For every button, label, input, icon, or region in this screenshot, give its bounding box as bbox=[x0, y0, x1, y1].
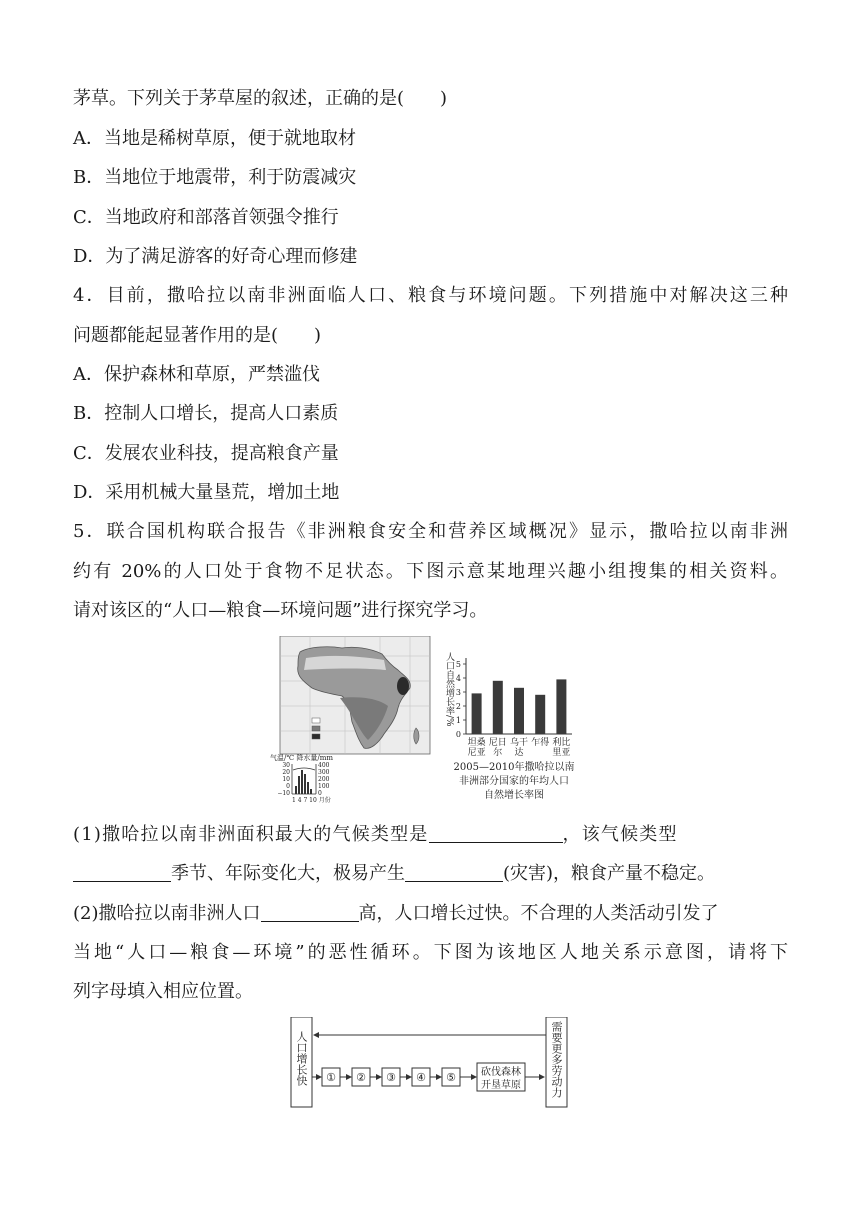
part-2-text: (2)撒哈拉以南非洲人口 bbox=[73, 903, 261, 924]
option-a: A．保护森林和草原，严禁滥伐 bbox=[73, 364, 320, 385]
bar bbox=[514, 688, 524, 734]
bar bbox=[493, 681, 503, 734]
step-label: ② bbox=[356, 1071, 366, 1084]
question-4-line-2: 问题都能起显著作用的是( ) bbox=[73, 325, 322, 346]
bar-chart bbox=[444, 651, 572, 758]
option-c: C．当地政府和部落首领强令推行 bbox=[73, 207, 339, 228]
step-label: ③ bbox=[386, 1071, 396, 1084]
bar bbox=[535, 695, 545, 734]
africa-map bbox=[280, 636, 430, 754]
option-b: B．控制人口增长，提高人口素质 bbox=[73, 403, 339, 424]
part-1-text: (灾害)，粮食产量不稳定。 bbox=[503, 863, 716, 884]
option-d: D．采用机械大量垦荒，增加土地 bbox=[73, 482, 340, 503]
highlight-region bbox=[397, 677, 409, 695]
part-2-line-2: 当地“人口—粮食—环境”的恶性循环。下图为该地区人地关系示意图，请将下 bbox=[73, 942, 788, 963]
x-category-label: 利比 bbox=[552, 738, 571, 748]
temp-tick: 30 bbox=[282, 762, 290, 769]
precip-tick: 200 bbox=[318, 776, 330, 783]
bar-chart-caption-line-2: 非洲部分国家的年均人口 bbox=[459, 776, 569, 787]
bar bbox=[556, 679, 566, 734]
question-5-line-2: 约有 20%的人口处于食物不足状态。下图示意某地理兴趣小组搜集的相关资料。 bbox=[73, 561, 788, 582]
bar bbox=[472, 693, 482, 734]
figure-human-land-cycle bbox=[288, 1017, 570, 1109]
option-d: D．为了满足游客的好奇心理而修建 bbox=[73, 246, 358, 267]
labor-demand-label: 需要更多劳动力 bbox=[550, 1021, 563, 1098]
y-tick-label: 2 bbox=[455, 702, 461, 711]
climate-chart bbox=[270, 753, 333, 804]
population-growth-label: 人口增长快 bbox=[295, 1031, 308, 1086]
precip-tick: 300 bbox=[318, 769, 330, 776]
x-category-label: 坦桑 bbox=[467, 738, 486, 748]
option-b: B．当地位于地震带，利于防震减灾 bbox=[73, 167, 357, 188]
precip-tick: 0 bbox=[318, 790, 322, 797]
part-1-text: ，该气候类型 bbox=[562, 824, 678, 845]
x-category-label: 里亚 bbox=[552, 748, 571, 758]
x-category-label: 尔 bbox=[493, 748, 503, 758]
answer-blank[interactable] bbox=[73, 863, 171, 882]
step-label: ① bbox=[326, 1071, 336, 1084]
part-2-line-1 bbox=[73, 902, 788, 926]
bar-chart-caption-line-3: 自然增长率图 bbox=[484, 790, 544, 801]
part-1-text: 季节、年际变化大，极易产生 bbox=[171, 863, 405, 884]
x-category-label: 乌干 bbox=[509, 738, 529, 748]
climate-axis-label: 气温/℃ 降水量/mm bbox=[270, 754, 334, 762]
bar-chart-caption-line-1: 2005—2010年撒哈拉以南 bbox=[453, 762, 575, 773]
temp-tick: 0 bbox=[286, 783, 290, 790]
question-5-line-3: 请对该区的“人口—粮食—环境问题”进行探究学习。 bbox=[73, 600, 488, 621]
part-1-line-2 bbox=[73, 862, 788, 886]
x-category-label: 尼亚 bbox=[467, 748, 486, 758]
temp-tick: 10 bbox=[282, 776, 290, 783]
figure-2-svg bbox=[288, 1017, 570, 1109]
x-category-label: 尼日 bbox=[488, 738, 507, 748]
months-label: 1 4 7 10 月份 bbox=[292, 797, 331, 804]
x-category-label: 达 bbox=[514, 748, 524, 758]
temp-tick: −10 bbox=[277, 790, 290, 797]
part-1-text: (1)撒哈拉以南非洲面积最大的气候类型是 bbox=[73, 824, 429, 845]
y-tick-label: 4 bbox=[455, 674, 461, 683]
figure-1-svg bbox=[270, 636, 580, 806]
question-5-line-1: 5．联合国机构联合报告《非洲粮食安全和营养区域概况》显示，撒哈拉以南非洲 bbox=[73, 521, 788, 542]
map-legend bbox=[312, 718, 320, 739]
question-4-line-1: 4．目前，撒哈拉以南非洲面临人口、粮食与环境问题。下列措施中对解决这三种 bbox=[73, 285, 788, 306]
y-tick-label: 0 bbox=[455, 730, 461, 739]
y-tick-label: 3 bbox=[455, 688, 461, 697]
option-c: C．发展农业科技，提高粮食产量 bbox=[73, 443, 339, 464]
temp-tick: 20 bbox=[282, 769, 290, 776]
figure-africa-population bbox=[270, 636, 580, 806]
part-2-line-3: 列字母填入相应位置。 bbox=[73, 981, 253, 1002]
y-tick-label: 5 bbox=[455, 660, 461, 669]
y-tick-label: 1 bbox=[455, 716, 461, 725]
part-2-text: 高，人口增长过快。不合理的人类活动引发了 bbox=[358, 903, 719, 924]
deforestation-label: 砍伐森林 bbox=[481, 1067, 521, 1078]
part-1-line-1 bbox=[73, 823, 788, 847]
bar-chart-ylabel: 人口自然增长率/% bbox=[444, 652, 454, 727]
text-line: 茅草。下列关于茅草屋的叙述，正确的是( ) bbox=[73, 88, 448, 109]
x-category-label: 乍得 bbox=[531, 738, 550, 748]
precip-tick: 400 bbox=[318, 762, 330, 769]
answer-blank[interactable] bbox=[405, 863, 503, 882]
precip-tick: 100 bbox=[318, 783, 330, 790]
step-label: ④ bbox=[416, 1071, 426, 1084]
option-a: A．当地是稀树草原，便于就地取材 bbox=[73, 128, 356, 149]
reclamation-label: 开垦草原 bbox=[481, 1080, 521, 1091]
answer-blank[interactable] bbox=[261, 903, 359, 922]
answer-blank[interactable] bbox=[429, 824, 563, 843]
step-label: ⑤ bbox=[446, 1071, 456, 1084]
